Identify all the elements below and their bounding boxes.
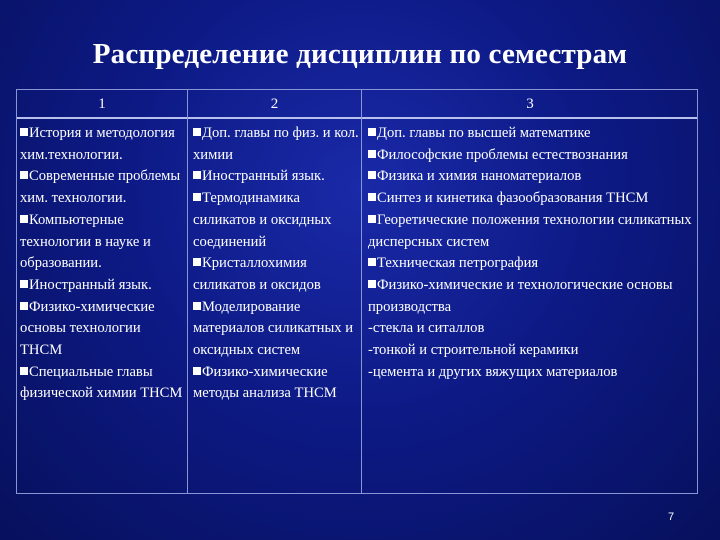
- list-item: [20, 166, 186, 209]
- discipline-name: Георетические положения технологии силикатных дисперсных систем: [368, 211, 692, 250]
- list-item: [368, 123, 696, 145]
- list-item: [20, 362, 186, 405]
- discipline-name: История и методология хим.технологии.: [20, 125, 175, 163]
- column-divider-1: [187, 90, 188, 493]
- square-bullet-icon: [20, 367, 28, 375]
- sub-item: -тонкой и строительной керамики: [368, 342, 579, 359]
- column-header-1: 1: [98, 96, 106, 112]
- discipline-name: Специальные главы физической химии ТНСМ: [20, 363, 183, 402]
- semester-3-column: [368, 123, 696, 383]
- list-item: [193, 123, 359, 166]
- square-bullet-icon: [368, 193, 376, 201]
- square-bullet-icon: [368, 215, 376, 223]
- discipline-name: Физико-химические и технологические основы производства: [368, 276, 673, 315]
- list-item: [193, 188, 359, 253]
- discipline-name: Доп. главы по физ. и кол. химии: [193, 125, 359, 163]
- discipline-name: Иностранный язык.: [29, 276, 152, 293]
- list-item: [368, 253, 696, 275]
- list-item: [20, 275, 186, 297]
- discipline-name: Физика и химия наноматериалов: [377, 168, 582, 185]
- square-bullet-icon: [368, 280, 376, 288]
- list-item: [368, 145, 696, 167]
- list-item: [193, 166, 359, 188]
- square-bullet-icon: [193, 258, 201, 266]
- square-bullet-icon: [368, 171, 376, 179]
- discipline-name: Термодинамика силикатов и оксидных соединений: [193, 190, 332, 250]
- semester-2-column: [193, 123, 359, 405]
- list-item: [368, 275, 696, 318]
- square-bullet-icon: [193, 302, 201, 310]
- square-bullet-icon: [20, 302, 28, 310]
- list-item: [20, 123, 186, 166]
- discipline-name: Синтез и кинетика фазообразования ТНСМ: [377, 190, 649, 207]
- sub-item: -стекла и ситаллов: [368, 320, 485, 337]
- discipline-name: Компьютерные технологии в науке и образовании.: [20, 211, 151, 272]
- discipline-name: Моделирование материалов силикатных и оксидных систем: [193, 298, 354, 359]
- list-item: [368, 166, 696, 188]
- square-bullet-icon: [368, 150, 376, 158]
- column-header-3: 3: [526, 96, 534, 112]
- slide-title: Распределение дисциплин по семестрам: [92, 38, 628, 70]
- list-item: [368, 188, 696, 210]
- square-bullet-icon: [20, 215, 28, 223]
- discipline-name: Иностранный язык.: [202, 168, 325, 185]
- list-item: [193, 253, 359, 296]
- semester-table: [16, 89, 698, 494]
- column-header-2: 2: [270, 96, 279, 112]
- square-bullet-icon: [193, 367, 201, 375]
- square-bullet-icon: [193, 193, 201, 201]
- square-bullet-icon: [20, 128, 28, 136]
- header-divider: [17, 117, 697, 119]
- square-bullet-icon: [368, 258, 376, 266]
- column-divider-2: [361, 90, 362, 493]
- discipline-name: Кристаллохимия силикатов и оксидов: [193, 255, 321, 293]
- discipline-name: Физико-химические методы анализа ТНСМ: [193, 363, 337, 402]
- list-item: [193, 297, 359, 362]
- discipline-name: Техническая петрография: [377, 255, 539, 272]
- list-item: [193, 362, 359, 405]
- discipline-name: Современные проблемы хим. технологии.: [20, 168, 181, 207]
- discipline-name: Философские проблемы естествознания: [377, 146, 628, 163]
- list-item: [368, 210, 696, 253]
- square-bullet-icon: [193, 128, 201, 136]
- discipline-name: Доп. главы по высшей математике: [377, 125, 591, 141]
- sub-item: -цемента и других вяжущих материалов: [368, 363, 618, 380]
- list-item: [20, 297, 186, 362]
- page-number: 7: [668, 511, 675, 523]
- square-bullet-icon: [20, 171, 28, 179]
- square-bullet-icon: [193, 171, 201, 179]
- discipline-name: Физико-химические основы технологии ТНСМ: [20, 298, 155, 359]
- list-item: [20, 210, 186, 275]
- semester-1-column: [20, 123, 186, 405]
- square-bullet-icon: [368, 128, 376, 136]
- square-bullet-icon: [20, 280, 28, 288]
